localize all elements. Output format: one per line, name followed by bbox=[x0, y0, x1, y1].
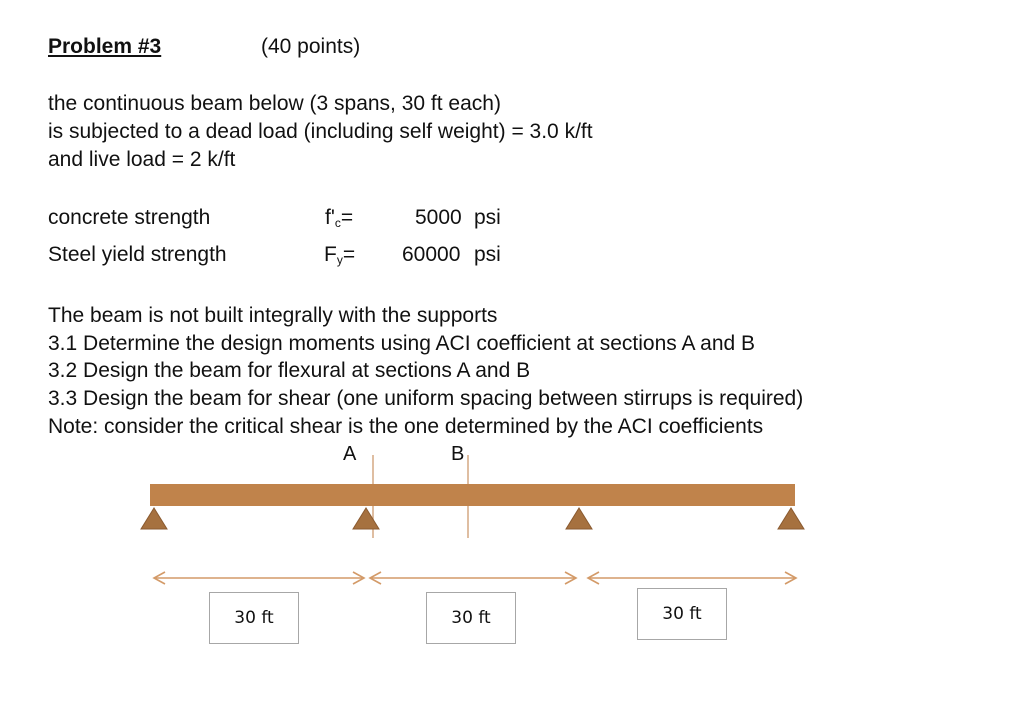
concrete-strength-unit: psi bbox=[474, 206, 501, 229]
steel-yield-strength-value: 60000 bbox=[402, 243, 461, 266]
task-line-2: 3.1 Determine the design moments using ACI coefficient at sections A and B bbox=[48, 332, 756, 355]
support-3-icon bbox=[566, 508, 592, 529]
concrete-strength-value: 5000 bbox=[415, 206, 462, 229]
support-1-icon bbox=[141, 508, 167, 529]
task-line-5: Note: consider the critical shear is the one determined by the ACI coefficients bbox=[48, 415, 764, 438]
intro-line-3: and live load = 2 k/ft bbox=[48, 148, 236, 171]
section-a-label: A bbox=[343, 443, 357, 465]
task-line-3: 3.2 Design the beam for flexural at sections A and B bbox=[48, 359, 531, 382]
problem-points: (40 points) bbox=[261, 35, 361, 58]
task-line-1: The beam is not built integrally with the supports bbox=[48, 304, 498, 327]
problem-title: Problem #3 bbox=[48, 35, 162, 58]
intro-line-1: the continuous beam below (3 spans, 30 ft each) bbox=[48, 92, 501, 115]
span-1-length: 30 ft bbox=[209, 592, 299, 644]
concrete-strength-symbol: $f'_c=$ bbox=[325, 206, 354, 230]
beam bbox=[150, 484, 795, 506]
span-3-length: 30 ft bbox=[637, 588, 727, 640]
steel-yield-strength-symbol: $F_y=$ bbox=[324, 243, 356, 267]
concrete-strength-label: concrete strength bbox=[48, 206, 211, 229]
span-2-length: 30 ft bbox=[426, 592, 516, 644]
support-2-icon bbox=[353, 508, 379, 529]
support-4-icon bbox=[778, 508, 804, 529]
steel-yield-strength-unit: psi bbox=[474, 243, 501, 266]
section-b-label: B bbox=[451, 443, 465, 465]
task-line-4: 3.3 Design the beam for shear (one uniform spacing between stirrups is required) bbox=[48, 387, 804, 410]
intro-line-2: is subjected to a dead load (including self weight) = 3.0 k/ft bbox=[48, 120, 593, 143]
steel-yield-strength-label: Steel yield strength bbox=[48, 243, 227, 266]
